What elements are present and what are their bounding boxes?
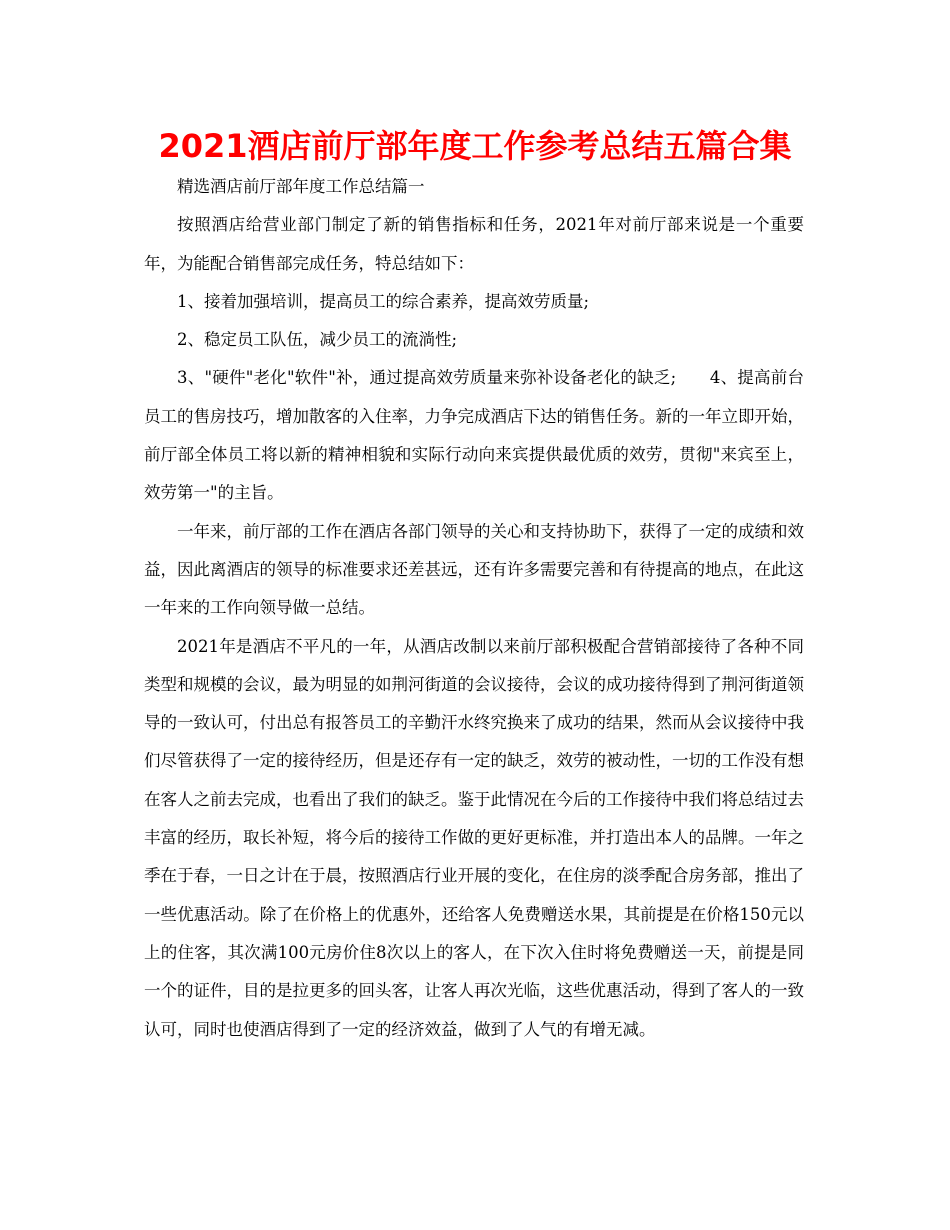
paragraph: 按照酒店给营业部门制定了新的销售指标和任务，2021年对前厅部来说是一个重要年，为能配合销售部完成任务，特总结如下： <box>144 215 804 273</box>
paragraph: 1、接着加强培训，提高员工的综合素养，提高效劳质量; <box>177 291 590 311</box>
paragraph: 3、"硬件"老化"软件"补，通过提高效劳质量来弥补设备老化的缺乏; 4、提高前台员工的售房技巧，增加散客的入住率，力争完成酒店下达的销售任务。新的一年立即开始，前厅部全体员工将以新的精神相貌和实际行动向来宾提供最优质的效劳，贯彻"来宾至上，效劳第一"的主旨。 <box>144 368 804 503</box>
paragraph: 一年来，前厅部的工作在酒店各部门领导的关心和支持协助下，获得了一定的成绩和效益，因此离酒店的领导的标准要求还差甚远，还有许多需要完善和有待提高的地点，在此这一年来的工作向领导做一总结。 <box>144 521 804 618</box>
section-heading: 精选酒店前厅部年度工作总结篇一 <box>177 177 425 196</box>
document-body <box>144 168 804 1049</box>
paragraph: 2021年是酒店不平凡的一年，从酒店改制以来前厅部积极配合营销部接待了各种不同类型和规模的会议，最为明显的如荆河街道的会议接待，会议的成功接待得到了荆河街道领导的一致认可，付出总有报答员工的辛勤汗水终究换来了成功的结果，然而从会议接待中我们尽管获得了一定的接待经历，但是还存有一定的缺乏，效劳的被动性，一切的工作没有想在客人之前去完成，也看出了我们的缺乏。鉴于此情况在今后的工作接待中我们将总结过去丰富的经历，取长补短，将今后的接待工作做的更好更标准，并打造出本人的品牌。一年之季在于春，一日之计在于晨，按照酒店行业开展的变化，在住房的淡季配合房务部，推出了一些优惠活动。除了在价格上的优惠外，还给客人免费赠送水果，其前提是在价格150元以上的住客，其次满100元房价住8次以上的客人，在下次入住时将免费赠送一天，前提是同一个的证件，目的是拉更多的回头客，让客人再次光临，这些优惠活动，得到了客人的一致认可，同时也使酒店得到了一定的经济效益，做到了人气的有增无减。 <box>144 636 804 1039</box>
document-title: 2021酒店前厅部年度工作参考总结五篇合集 <box>158 127 792 165</box>
paragraph: 2、稳定员工队伍，减少员工的流淌性; <box>177 330 458 350</box>
